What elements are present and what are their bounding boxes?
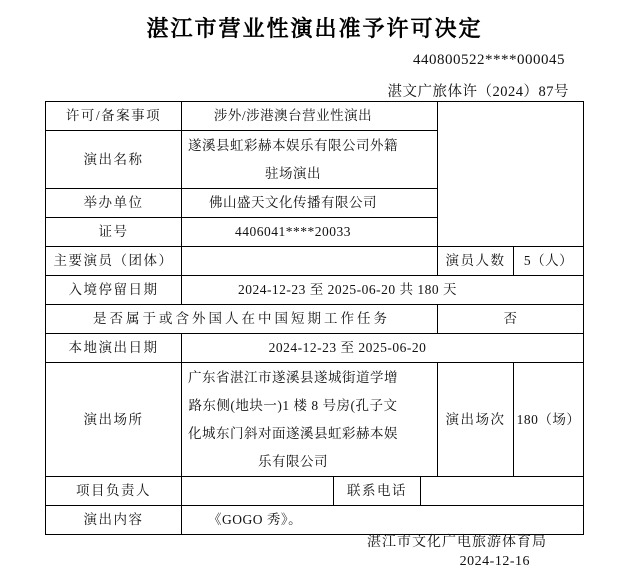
performer-count-value: 5（人） xyxy=(514,247,584,276)
permit-item-label: 许可/备案事项 xyxy=(46,102,182,131)
local-performance-dates-value: 2024-12-23 至 2025-06-20 xyxy=(182,334,584,363)
sessions-value: 180（场） xyxy=(514,363,584,477)
document-serial-number: 440800522****000045 xyxy=(413,52,565,68)
contact-phone-value xyxy=(421,477,584,506)
venue-label: 演出场所 xyxy=(46,363,182,477)
venue-value: 广东省湛江市遂溪县遂城街道学增路东侧(地块一)1 楼 8 号房(孔子文化城东门斜对面遂溪县虹彩赫本娱乐有限公司 xyxy=(182,363,438,477)
performance-content-value: 《GOGO 秀》。 xyxy=(182,506,584,535)
performance-name-label: 演出名称 xyxy=(46,131,182,189)
issue-date: 2024-12-16 xyxy=(459,554,530,569)
table-row xyxy=(46,247,584,276)
performance-name-value: 遂溪县虹彩赫本娱乐有限公司外籍驻场演出 xyxy=(182,131,438,189)
main-performers-label: 主要演员（团体） xyxy=(46,247,182,276)
table-row xyxy=(46,363,584,477)
permit-details-table xyxy=(45,101,584,535)
contact-phone-label: 联系电话 xyxy=(334,477,421,506)
short-term-work-value: 否 xyxy=(438,305,584,334)
organizer-value: 佛山盛天文化传播有限公司 xyxy=(182,189,438,218)
performance-content-label: 演出内容 xyxy=(46,506,182,535)
local-performance-dates-label: 本地演出日期 xyxy=(46,334,182,363)
table-row xyxy=(46,334,584,363)
table-row xyxy=(46,305,584,334)
entry-stay-dates-label: 入境停留日期 xyxy=(46,276,182,305)
project-manager-value xyxy=(182,477,334,506)
entry-stay-dates-value: 2024-12-23 至 2025-06-20 共 180 天 xyxy=(182,276,584,305)
permit-item-value: 涉外/涉港澳台营业性演出 xyxy=(182,102,438,131)
organizer-label: 举办单位 xyxy=(46,189,182,218)
table-row xyxy=(46,276,584,305)
certificate-no-value: 4406041****20033 xyxy=(182,218,438,247)
page-title: 湛江市营业性演出准予许可决定 xyxy=(146,16,483,41)
table-row xyxy=(46,102,584,131)
document-reference-number: 湛文广旅体许（2024）87号 xyxy=(387,84,569,100)
main-performers-value xyxy=(182,247,438,276)
project-manager-label: 项目负责人 xyxy=(46,477,182,506)
certificate-no-label: 证号 xyxy=(46,218,182,247)
issuing-authority: 湛江市文化广电旅游体育局 xyxy=(367,535,547,550)
performer-count-label: 演员人数 xyxy=(438,247,514,276)
table-row xyxy=(46,477,584,506)
empty-merged-cell xyxy=(438,102,584,247)
short-term-work-label: 是否属于或含外国人在中国短期工作任务 xyxy=(46,305,438,334)
sessions-label: 演出场次 xyxy=(438,363,514,477)
